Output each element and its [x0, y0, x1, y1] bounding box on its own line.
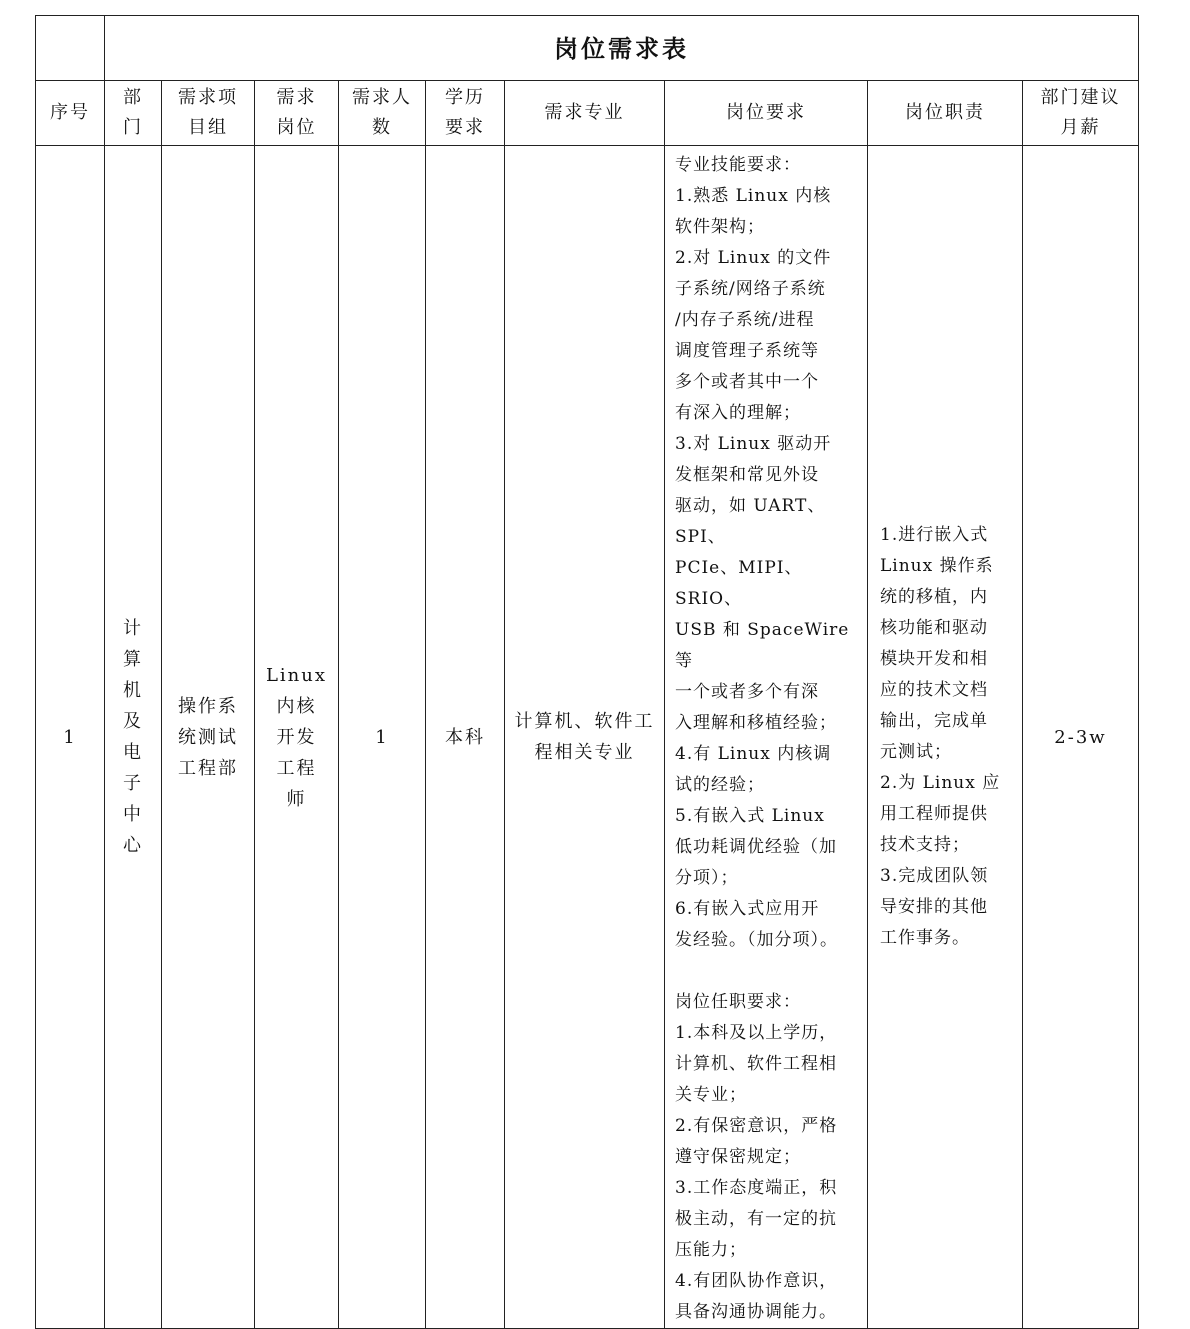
header-headcount: 需求人 数: [339, 81, 426, 146]
header-position: 需求 岗位: [255, 81, 339, 146]
row-index: 1: [36, 146, 105, 1329]
title-blank-cell: [36, 16, 105, 81]
row-department: 计算机及电子中心: [105, 146, 162, 1329]
header-education: 学历 要求: [426, 81, 505, 146]
header-salary: 部门建议 月薪: [1023, 81, 1139, 146]
row-major: 计算机、软件工 程相关专业: [505, 146, 665, 1329]
header-project-group: 需求项 目组: [162, 81, 255, 146]
header-major: 需求专业: [505, 81, 665, 146]
row-requirements: 专业技能要求： 1.熟悉 Linux 内核 软件架构； 2.对 Linux 的文件 子系统/网络子系统 /内存子系统/进程 调度管理子系统等 多个或者其中一个 有深入的理解； 3.对 Linux 驱动开 发框架和常见外设 驱动，如 UART、SPI、 PCIe、MIPI、SRIO、 USB 和 SpaceWire 等 一个或者多个有深 入理解和移植经验； 4.有 Linux 内核调 试的经验； 5.有嵌入式 Linux 低功耗调优经验（加 分项）； 6.有嵌入式应用开 发经验。（加分项）。 岗位任职要求： 1.本科及以上学历， 计算机、软件工程相 关专业； 2.有保密意识，严格 遵守保密规定； 3.工作态度端正，积 极主动，有一定的抗 压能力； 4.有团队协作意识， 具备沟通协调能力。: [665, 146, 868, 1329]
header-duties: 岗位职责: [868, 81, 1023, 146]
table-row: [36, 146, 1139, 1329]
header-department: 部 门: [105, 81, 162, 146]
header-index: 序号: [36, 81, 105, 146]
row-education: 本科: [426, 146, 505, 1329]
position-requirements-table: [35, 15, 1139, 1329]
row-headcount: 1: [339, 146, 426, 1329]
row-position: Linux 内核 开发 工程 师: [255, 146, 339, 1329]
table-title: 岗位需求表: [105, 16, 1139, 81]
row-duties: 1.进行嵌入式 Linux 操作系 统的移植，内 核功能和驱动 模块开发和相 应的技术文档 输出，完成单 元测试； 2.为 Linux 应 用工程师提供 技术支持； 3.完成团队领 导安排的其他 工作事务。: [868, 146, 1023, 1329]
row-salary: 2-3w: [1023, 146, 1139, 1329]
row-project-group: 操作系 统测试 工程部: [162, 146, 255, 1329]
header-requirements: 岗位要求: [665, 81, 868, 146]
header-row: [36, 81, 1139, 146]
title-row: [36, 16, 1139, 81]
